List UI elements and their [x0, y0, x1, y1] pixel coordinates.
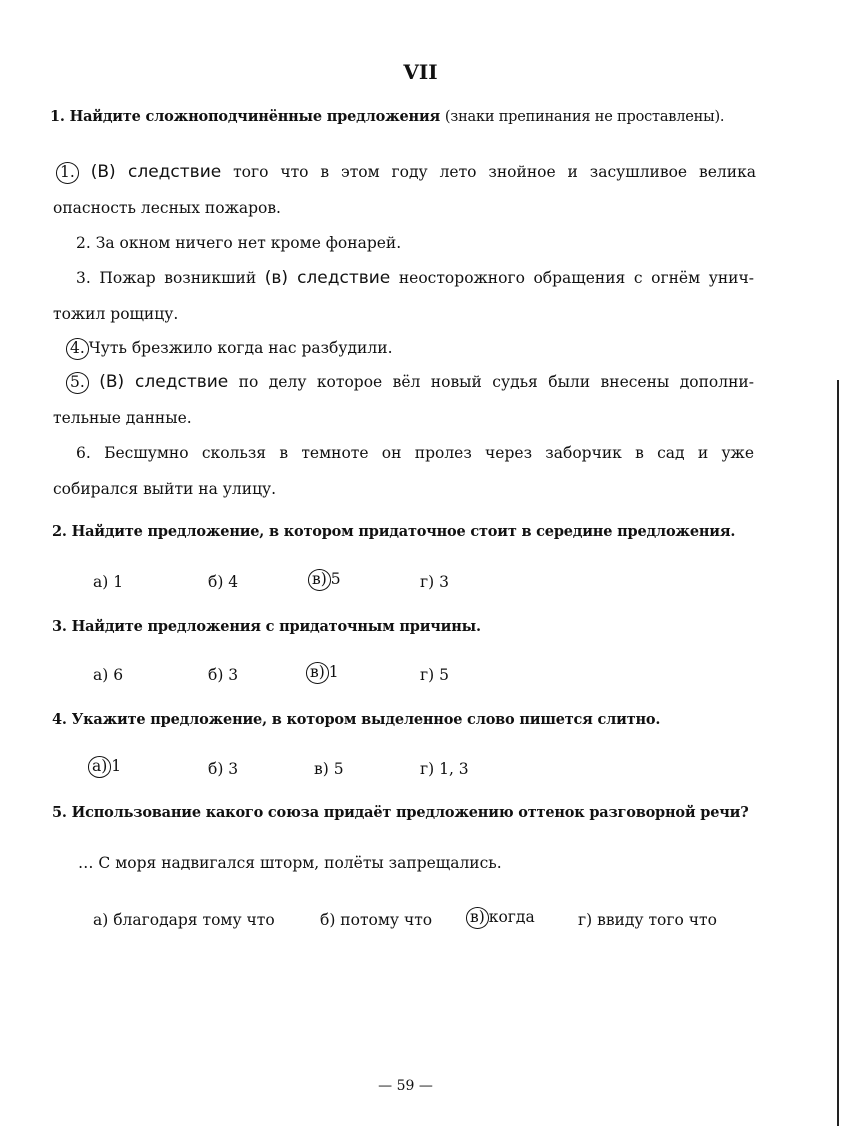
circled-option: а)	[88, 756, 111, 778]
option-value: 1	[111, 757, 122, 775]
sentence-1-cont: опасность лесных пожаров.	[53, 199, 281, 217]
option-b: б) 3	[208, 760, 239, 778]
option-c-selected	[466, 907, 535, 929]
circled-number: 5.	[66, 372, 89, 394]
option-a: а) благодаря тому что	[93, 911, 275, 929]
option-d: г) 3	[420, 573, 449, 591]
circled-option: в)	[308, 569, 331, 591]
option-d: г) 1, 3	[420, 760, 469, 778]
circled-number: 1.	[56, 162, 79, 184]
option-d: г) 5	[420, 666, 449, 684]
sentence-number: 3.	[76, 269, 91, 287]
option-value: 1	[328, 663, 339, 681]
scan-edge-line	[837, 380, 839, 1126]
section-title: VII	[403, 60, 438, 84]
option-d: г) ввиду того что	[578, 911, 717, 929]
question-3: 3. Найдите предложения с придаточным причины.	[52, 618, 481, 635]
option-a-selected	[88, 756, 121, 778]
question-5: 5. Использование какого союза придаёт предложению оттенок разговорной речи?	[52, 804, 749, 821]
sentence-3	[76, 268, 754, 288]
question-1-label: 1. Найдите сложноподчинённые предложения	[50, 108, 441, 125]
option-b: б) 3	[208, 666, 239, 684]
sentence-text: неосторожного обращения с огнём унич-	[398, 269, 754, 287]
sentence-6	[76, 444, 754, 462]
circled-option: в)	[306, 662, 329, 684]
question-1	[50, 108, 724, 125]
option-b: б) потому что	[320, 911, 433, 929]
sentence-2	[76, 234, 401, 252]
question-2: 2. Найдите предложение, в котором придаточное стоит в середине предложения.	[52, 523, 736, 540]
question-1-note: (знаки препинания не проставлены).	[444, 109, 725, 125]
sentence-text: Чуть брезжило когда нас разбудили.	[88, 339, 393, 357]
option-b: б) 4	[208, 573, 239, 591]
sentence-5	[66, 372, 754, 394]
sentence-3-cont: тожил рощицу.	[53, 305, 179, 323]
option-value: когда	[488, 908, 535, 926]
circled-number: 4.	[66, 338, 89, 360]
option-c: в) 5	[314, 760, 344, 778]
page-number: — 59 —	[378, 1078, 433, 1094]
option-value: 5	[330, 570, 341, 588]
sentence-4	[66, 338, 393, 360]
option-a: а) 6	[93, 666, 124, 684]
question-4: 4. Укажите предложение, в котором выделенное слово пишется слитно.	[52, 711, 661, 728]
question-5-quote: … С моря надвигался шторм, полёты запрещались.	[78, 854, 502, 872]
highlighted-word: (В) следствие	[90, 162, 222, 182]
sentence-text: по делу которое вёл новый судья были внесены дополни-	[238, 373, 754, 391]
sentence-1	[56, 162, 756, 184]
sentence-text: того что в этом году лето знойное и засушливое велика	[233, 163, 756, 181]
option-a: а) 1	[93, 573, 124, 591]
sentence-number: 2.	[76, 234, 91, 252]
sentence-6-cont: собирался выйти на улицу.	[53, 480, 277, 498]
sentence-number: 6.	[76, 444, 91, 462]
option-c-selected	[306, 662, 339, 684]
option-c-selected	[308, 569, 341, 591]
sentence-5-cont: тельные данные.	[53, 409, 192, 427]
highlighted-word: (В) следствие	[99, 372, 229, 392]
sentence-text: Бесшумно скользя в темноте он пролез через заборчик в сад и уже	[104, 444, 754, 462]
sentence-text: Пожар возникший	[99, 269, 257, 287]
highlighted-word: (в) следствие	[264, 268, 391, 288]
sentence-text: За окном ничего нет кроме фонарей.	[95, 234, 402, 252]
circled-option: в)	[466, 907, 489, 929]
